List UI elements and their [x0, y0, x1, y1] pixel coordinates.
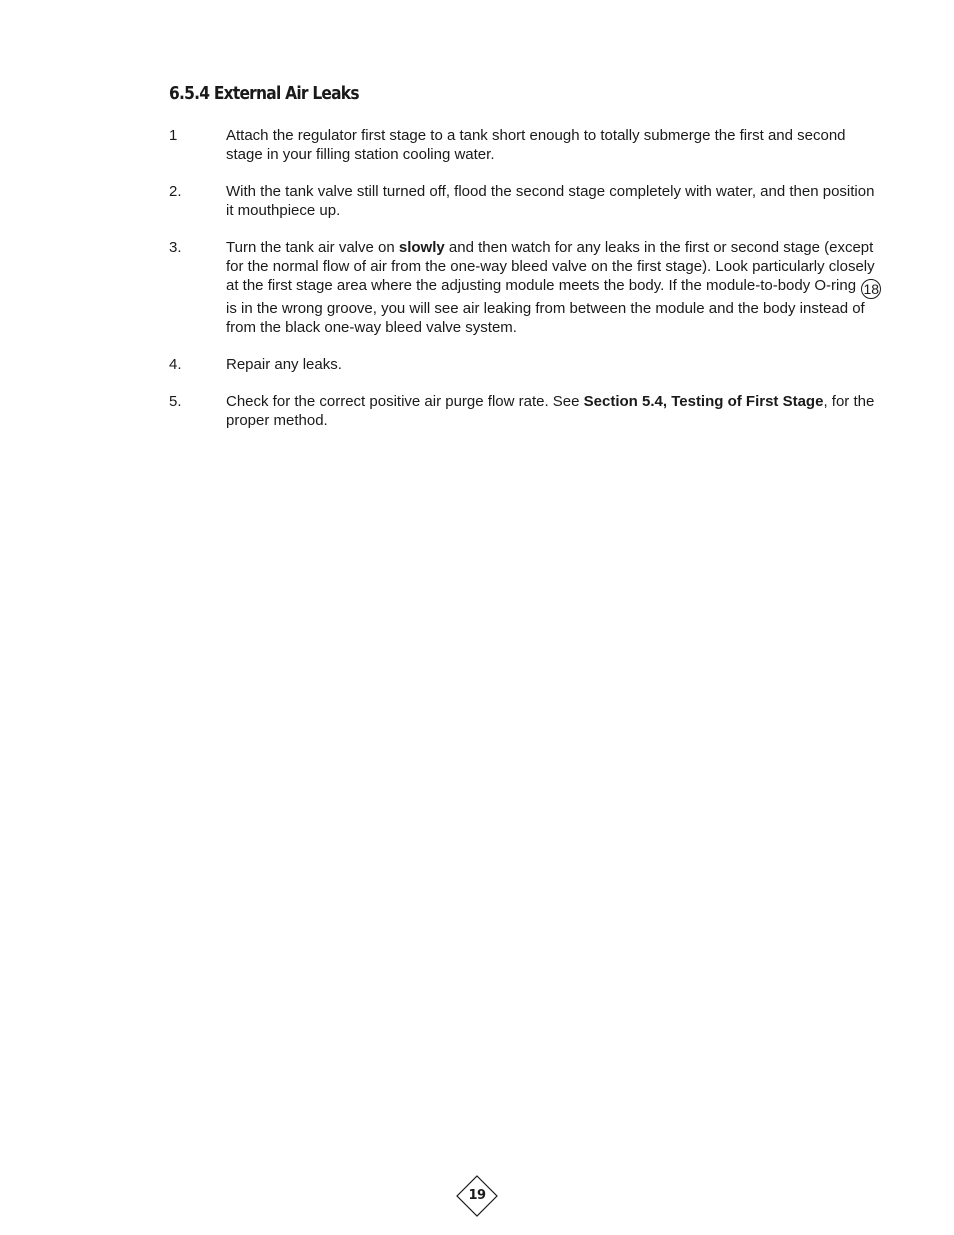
step-5: [169, 392, 885, 430]
step-number: 3.: [169, 239, 182, 256]
step-text-part: Turn the tank air valve on: [226, 239, 399, 256]
step-text-part: , for the proper method.: [226, 393, 875, 429]
step-text-part: and then watch for any leaks in the first or second stage (except for the normal flow of air from the one-way bleed valve on the first stage). Look particularly closely at the first stage area where the adjusting module meets the body. If the module-to-body O-ring: [226, 239, 875, 294]
emphasis-text: slowly: [398, 239, 445, 256]
step-3: [169, 238, 885, 337]
step-2: [169, 182, 885, 220]
step-4: [169, 355, 885, 374]
steps-list: [169, 126, 885, 448]
step-number: 1: [169, 127, 178, 144]
step-number: 4.: [169, 356, 182, 373]
step-text: [226, 126, 885, 164]
step-text: [226, 355, 885, 374]
step-text-part: Check for the correct positive air purge flow rate. See: [226, 393, 584, 410]
section-title: 6.5.4 External Air Leaks: [169, 83, 359, 104]
step-text-part: Repair any leaks.: [226, 356, 342, 373]
step-text-part: is in the wrong groove, you will see air leaking from between the module and the body instead of from the black one-way bleed valve system.: [226, 300, 865, 336]
step-text: [226, 238, 885, 337]
step-1: [169, 126, 885, 164]
step-number: 5.: [169, 393, 182, 410]
step-text: [226, 182, 885, 220]
section-reference: Section 5.4, Testing of First Stage: [583, 393, 824, 410]
page-number: 19: [468, 1188, 486, 1203]
page-number-badge: [455, 1174, 499, 1218]
step-text: [226, 392, 885, 430]
step-number: 2.: [169, 183, 182, 200]
step-text-part: Attach the regulator first stage to a tank short enough to totally submerge the first and second stage in your filling station cooling water.: [226, 127, 846, 163]
part-reference-callout: 18: [861, 279, 881, 299]
step-text-part: With the tank valve still turned off, flood the second stage completely with water, and then position it mouthpiece up.: [226, 183, 875, 219]
